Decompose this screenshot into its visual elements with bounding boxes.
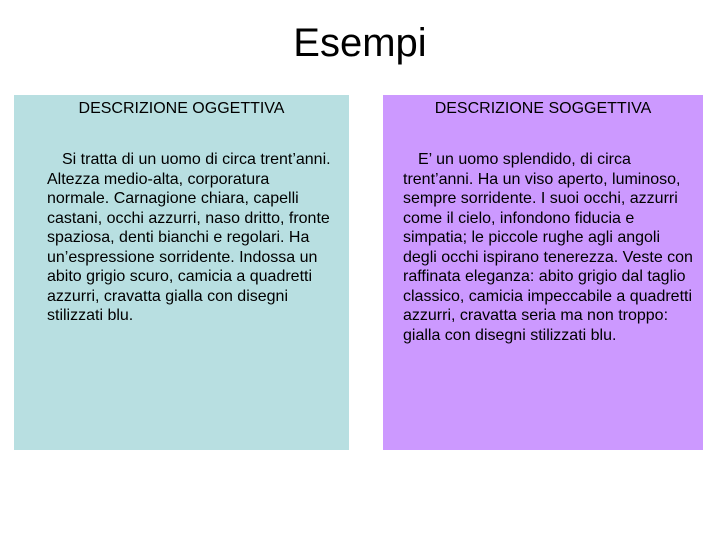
- objective-description-text: Si tratta di un uomo di circa trent’anni. Altezza medio-alta, corporatura normale. Carnagione chiara, capelli castani, occhi azzurri, naso dritto, fronte spaziosa, denti bianchi e regolari. Ha un’espressione sorridente. Indossa un abito grigio scuro, camicia a quadretti azzurri, cravatta gialla con disegni stilizzati blu.: [47, 151, 331, 324]
- subjective-description-panel: [383, 95, 703, 450]
- subjective-description-text: E’ un uomo splendido, di circa trent’anni. Ha un viso aperto, luminoso, sempre sorridente. I suoi occhi, azzurri come il cielo, infondono fiducia e simpatia; le piccole rughe agli angoli degli occhi ispirano tenerezza. Veste con raffinata eleganza: abito grigio dal taglio classico, camicia impeccabile a quadretti azzurri, cravatta seria ma non troppo: gialla con disegni stilizzati blu.: [403, 151, 693, 344]
- objective-description-heading: DESCRIZIONE OGGETTIVA: [78, 100, 285, 117]
- objective-description-panel: [14, 95, 349, 450]
- subjective-description-heading: DESCRIZIONE SOGGETTIVA: [434, 100, 652, 117]
- slide-title: Esempi: [293, 21, 427, 65]
